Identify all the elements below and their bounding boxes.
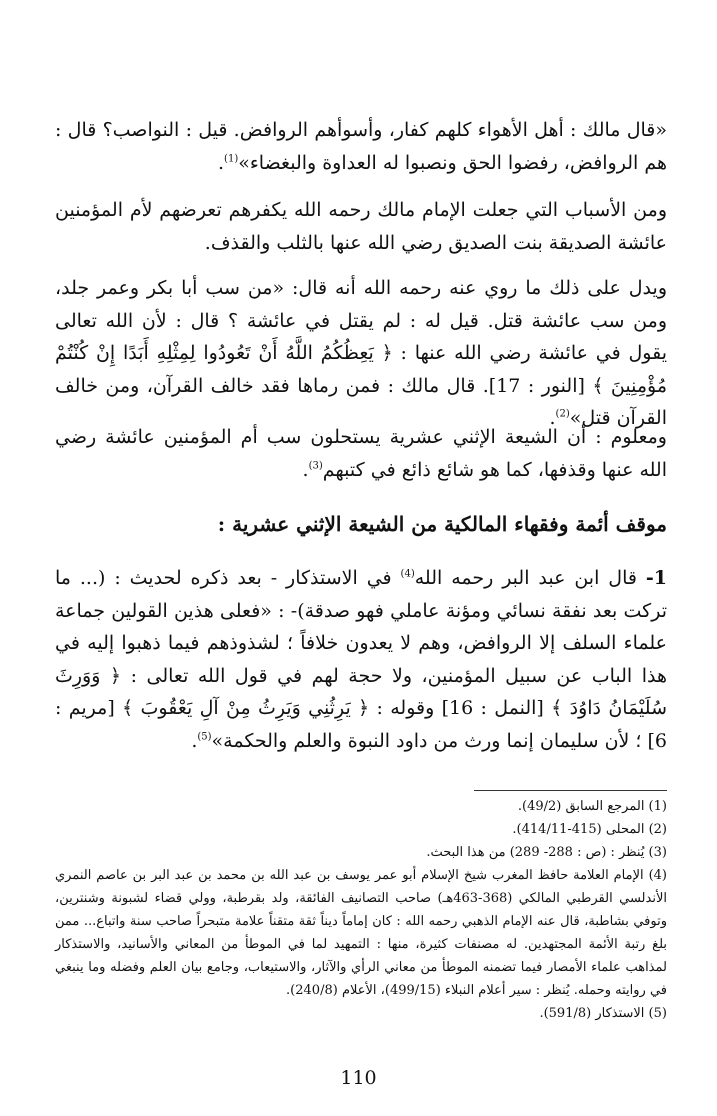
paragraph-3: ويدل على ذلك ما روي عنه رحمه الله أنه قال: «من سب أبا بكر وعمر جلد، ومن سب عائشة قتل. قيل له : لم يقتل في عائشة ؟ قال : لأن الله تعالى يقول في عائشة رضي الله عنها : ﴿ يَعِظُكُمُ اللَّهُ أَنْ تَعُودُوا لِمِثْلِهِ أَبَدًا إِنْ كُنْتُمْ مُؤْمِنِينَ ﴾ [النور : 17]. قال مالك : فمن رماها فقد خالف القرآن، ومن خالف القرآن قتل»$^{(2)}$. xyxy=(55,277,667,429)
footnote-ref-3[interactable]: (3) xyxy=(308,460,323,472)
footnote-separator xyxy=(474,790,667,791)
item-number: 1- xyxy=(645,567,668,589)
section-heading: موقف أئمة وفقهاء المالكية من الشيعة الإثني عشرية : xyxy=(217,512,667,536)
footnote-ref-1[interactable]: (1) xyxy=(224,153,239,165)
footnote-1: (1) المرجع السابق (49/2). xyxy=(517,799,667,814)
footnote-2: (2) المحلى (415-414/11). xyxy=(512,822,667,837)
paragraph-4: ومعلوم : أن الشيعة الإثني عشرية يستحلون سب أم المؤمنين عائشة رضي الله عنها وقذفها، كما هو شائع ذائع في كتبهم$^{(3)}$. xyxy=(55,426,667,481)
footnote-3: (3) يُنظر : (ص : 288- 289) من هذا البحث. xyxy=(426,845,667,860)
page-number: 110 xyxy=(340,1067,377,1089)
footnote-ref-5[interactable]: (5) xyxy=(197,731,212,743)
footnote-4: (4) الإمام العلامة حافظ المغرب شيخ الإسلام أبو عمر يوسف بن عبد الله بن محمد بن عبد البر بن عاصم النمري الأندلسي القرطبي المالكي (368-463هـ) صاحب التصانيف الفائقة، ولد بقرطبة، وولي قضاء لشبونة وشنترين، وتوفي بشاطبة، قال عنه الإمام الذهبي رحمه الله : كان إماماً ديناً ثقة متقناً علامة متبحراً صاحب سنة واتباع... ممن بلغ رتبة الأئمة المجتهدين. له مصنفات كثيرة، منها : التمهيد لما في الموطأ من المعاني والأسانيد، والاستذكار لمذاهب علماء الأمصار فيما تضمنه الموطأ من معاني الرأي والآثار، والاستيعاب، وجامع بيان العلم وفضله وما ينبغي في روايته وحمله. يُنظر : سير أعلام النبلاء (499/15)، الأعلام (240/8). xyxy=(55,868,667,998)
footnote-ref-2[interactable]: (2) xyxy=(555,408,570,420)
quote-paragraph-1: «قال مالك : أهل الأهواء كلهم كفار، وأسوأهم الروافض. قيل : النواصب؟ قال : هم الروافض، رفضوا الحق ونصبوا له العداوة والبغضاء»$^{(1)}$. xyxy=(55,119,667,174)
paragraph-2: ومن الأسباب التي جعلت الإمام مالك رحمه الله يكفرهم تعرضهم لأم المؤمنين عائشة الصديقة بنت الصديق رضي الله عنها بالثلب والقذف. xyxy=(55,199,667,254)
section-1-paragraph: 1- قال ابن عبد البر رحمه الله$^{(4)}$ في الاستذكار - بعد ذكره لحديث : (... ما تركت بعد نفقة نسائي ومؤنة عاملي فهو صدقة)- : «فعلى هذين القولين جماعة علماء السلف إلا الروافض، وهم لا يعدون خلافاً ؛ لشذوذهم فيما ذهبوا إليه في هذا الباب عن سبيل المؤمنين، ولا حجة لهم في قول الله تعالى : ﴿ وَوَرِثَ سُلَيْمَانُ دَاوُدَ ﴾ [النمل : 16] وقوله : ﴿ يَرِثُنِي وَيَرِثُ مِنْ آلِ يَعْقُوبَ ﴾ [مريم : 6] ؛ لأن سليمان إنما ورث من داود النبوة والعلم والحكمة»$^{(5)}$. xyxy=(55,567,668,752)
footnote-ref-4[interactable]: (4) xyxy=(400,568,415,580)
footnote-5: (5) الاستذكار (591/8). xyxy=(539,1006,667,1021)
